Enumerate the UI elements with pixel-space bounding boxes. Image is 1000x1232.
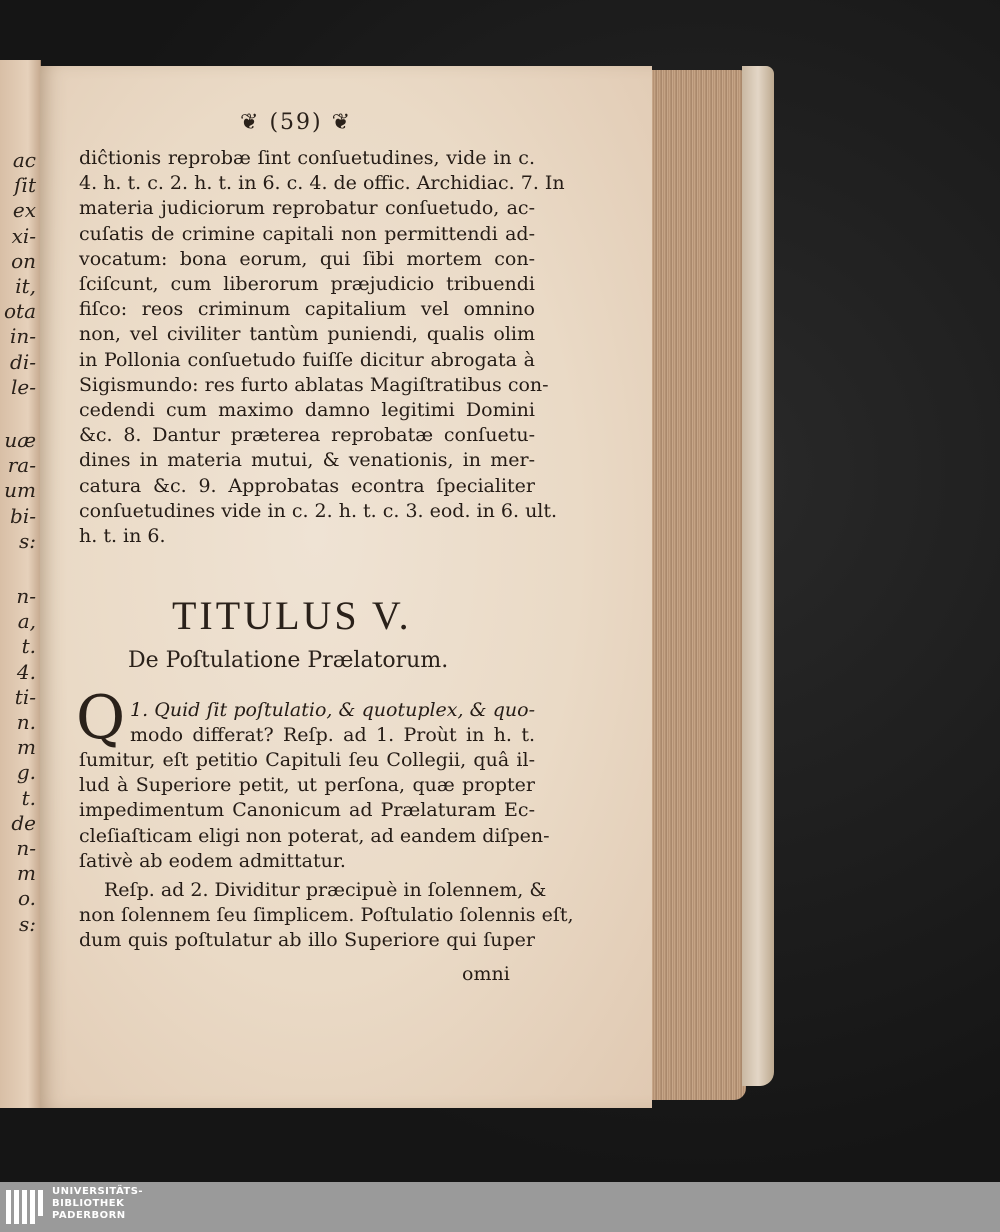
left-page-fragment: o. <box>17 886 36 911</box>
left-page-fragment: on <box>11 248 36 273</box>
chapter-title: TITULUS V. <box>172 593 412 638</box>
page-edges <box>648 70 746 1100</box>
text-line: conſuetudines vide in c. 2. h. t. c. 3. eod. in 6. ult. <box>79 499 558 522</box>
left-page-fragment: g. <box>16 760 36 785</box>
library-name-line: PADERBORN <box>52 1210 126 1221</box>
left-page-fragment: it, <box>15 274 36 298</box>
left-page-fragment: ota <box>3 299 36 324</box>
ornament-left-icon: ❦ <box>240 110 270 135</box>
text-line: Sigismundo: res furto ablatas Magiſtratibus con- <box>79 373 549 396</box>
left-page-fragment: n- <box>16 584 36 608</box>
page-number-text: (59) <box>269 110 323 135</box>
ornament-right-icon: ❦ <box>322 110 353 135</box>
left-page-fragment: t. <box>21 634 36 659</box>
text-line: non, vel civiliter tantùm puniendi, qualis olim <box>79 323 535 346</box>
left-page-fragment: in- <box>9 324 36 349</box>
text-line: impedimentum Canonicum ad Prælaturam Ec- <box>79 799 535 822</box>
text-line: non ſolennem ſeu ſimplicem. Poſtulatio ſolennis eſt, <box>79 904 574 927</box>
text-line: fiſco: reos criminum capitalium vel omnino <box>79 298 535 321</box>
catchword: omni <box>462 963 510 985</box>
text-line: materia judiciorum reprobatur conſuetudo, ac- <box>79 197 535 220</box>
left-page-fragment: 4. <box>16 659 36 684</box>
left-page-fragment: s: <box>18 528 36 553</box>
left-page-fragment: m <box>17 861 36 886</box>
text-line: 4. h. t. c. 2. h. t. in 6. c. 4. de offic. Archidiac. 7. In <box>79 172 565 195</box>
left-page-fragment: ti- <box>14 684 36 709</box>
left-page-fragment: di- <box>10 349 36 374</box>
left-page-fragment: n- <box>16 836 36 860</box>
text-line: catura &c. 9. Approbatas econtra ſpecialiter <box>79 474 535 497</box>
text-line: in Pollonia conſuetudo fuiſſe dicitur abrogata à <box>79 348 535 371</box>
left-page-fragment: um <box>4 478 36 503</box>
text-line: Reſp. ad 2. Dividitur præcipuè in ſolennem, & <box>104 879 547 901</box>
left-page-fragment: xi- <box>11 223 36 248</box>
library-name-line: BIBLIOTHEK <box>52 1198 125 1209</box>
left-page-fragment: bi- <box>10 503 36 528</box>
question-line: modo differat? Reſp. ad 1. Proùt in h. t. <box>130 724 535 746</box>
text-line: cuſatis de crimine capitali non permittendi ad- <box>79 222 535 245</box>
text-line: dum quis poſtulatur ab illo Superiore qui ſuper <box>79 929 535 952</box>
library-name <box>52 1186 143 1222</box>
library-logo-icon <box>6 1190 46 1224</box>
text-line: dines in materia mutui, & venationis, in mer- <box>79 449 535 472</box>
drop-initial: Q <box>76 683 126 753</box>
text-line: ſativè ab eodem admittatur. <box>79 849 346 872</box>
left-page-fragment: n. <box>16 710 36 734</box>
page-number <box>240 110 352 135</box>
library-name-line: UNIVERSITÄTS- <box>52 1186 144 1197</box>
left-page-edge <box>0 60 41 1108</box>
question-line: 1. Quid ſit poſtulatio, & quotuplex, & quo- <box>130 699 535 721</box>
left-page-fragment: s: <box>18 911 36 936</box>
left-page-fragment: ſit <box>14 173 36 198</box>
text-line: cleſiaſticam eligi non poterat, ad eandem diſpen- <box>79 824 550 847</box>
text-line: cedendi cum maximo damno legitimi Domini <box>79 399 535 421</box>
left-page-fragment: ex <box>12 198 36 223</box>
left-page-fragment: le- <box>11 374 36 399</box>
text-line: lud à Superiore petit, ut perſona, quæ propter <box>79 774 535 797</box>
text-line: ſciſcunt, cum liberorum præjudicio tribuendi <box>79 273 535 295</box>
text-line: &c. 8. Dantur præterea reprobatæ conſuetu- <box>79 424 535 447</box>
library-footer <box>0 1182 1000 1232</box>
text-line: diĉtionis reprobæ ſint conſuetudines, vide in c. <box>79 147 535 169</box>
left-page-fragment: m <box>17 735 36 760</box>
left-page-fragment: t. <box>21 785 36 810</box>
text-line: vocatum: bona eorum, qui ſibi mortem con- <box>79 247 535 270</box>
chapter-subtitle: De Poſtulatione Prælatorum. <box>128 648 449 673</box>
book-cover <box>742 66 774 1086</box>
left-page-fragment: uæ <box>4 428 36 452</box>
text-line: h. t. in 6. <box>79 525 166 547</box>
left-page-fragment: ra- <box>7 453 36 478</box>
left-page-fragment: a, <box>17 609 36 634</box>
left-page-fragment: de <box>11 810 36 835</box>
left-page-fragment: ac <box>12 148 36 172</box>
text-line: ſumitur, eſt petitio Capituli ſeu Collegii, quâ il- <box>79 749 535 771</box>
